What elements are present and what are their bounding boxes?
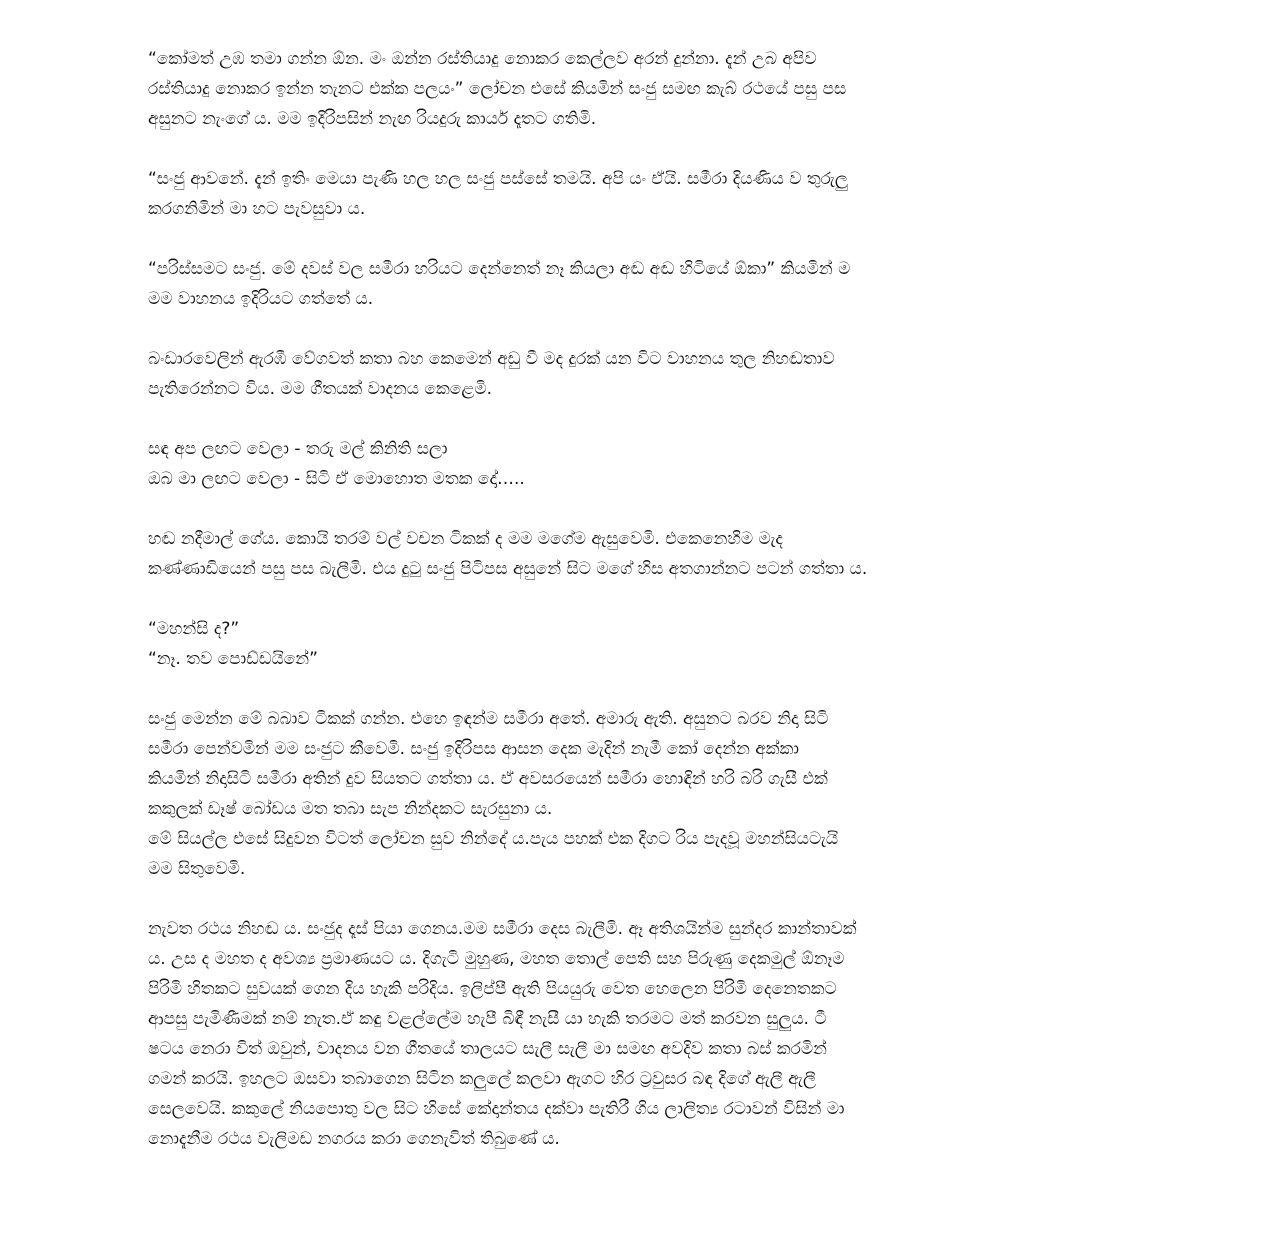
paragraph (148, 704, 1128, 884)
document-page (148, 44, 1128, 1184)
text-line: ආපසු පැමිණීමක් නම් නැත.ඒ කඳු වළල්ලේම හැපී බිඳී නැසී යා හැකි තරමට මත් කරවන සුලුය. ටී (148, 1009, 827, 1029)
text-line: පිරිමි හිතකට සුවයක් ගෙන දිය හැකි පරිදිය. ඉලිප්පී ඇති පියයුරු වෙත හෙලෙන පිරිමි දෙනෙතකට (148, 979, 837, 999)
text-line: පැතිරෙන්නට විය. මම ගීතයක් වාදනය කෙළෙමි. (148, 379, 492, 399)
text-line: අසුනට නැංගේ ය. මම ඉදිරිපසින් නැඟ රියදුරු කාර්ය දෑතට ගතිමි. (148, 109, 597, 129)
text-line: මම සිතුවෙමි. (148, 859, 246, 879)
text-line: රස්තියාදු නොකර ඉන්න තැනට එක්ක පලයං” ලෝචන එසේ කියමින් සංජු සමඟ කැබ් රථයේ පසු පස (148, 79, 847, 99)
lyric-line: සඳ අප ලඟට වෙලා - තරු මල් කිනිති සලා (148, 439, 448, 459)
text-line: කකුලක් ඩෑෂ් බෝඩය මත තබා සැප නින්දකට සැරසුනා ය. (148, 799, 553, 819)
paragraph (148, 524, 1128, 584)
text-line: ය. උස ද මහත ද අවශ්‍ය ප්‍රමාණයට ය. දිගැටි මුහුණ, මහත තොල් පෙති සහ පිරුණු දෙකමුල් ඕනෑම (148, 949, 845, 969)
text-line: කණ්ණාඩියෙන් පසු පස බැලීමි. එය දුටු සංජු පිටිපස අසුනේ සිට මගේ හිස අතගාන්නට පටන් ගත්තා ය. (148, 559, 868, 579)
lyric-line: ඔබ මා ලඟට වෙලා - සිටි ඒ මොහොත මතක දෝ….. (148, 469, 525, 489)
text-line: “පරිස්සමට සංජු. මේ දවස් වල සමීරා හරියට දෙන්නෙත් නෑ කියලා අඬ අඬ හිටියේ ඕකා” කියමින් ම (148, 259, 851, 279)
paragraph (148, 254, 1128, 314)
text-line: නොදැනීම රථය වැලිමඩ නගරය කරා ගෙනැවිත් තිබුණේ ය. (148, 1129, 560, 1149)
text-line: කරගනිමින් මා හට පැවසුවා ය. (148, 199, 366, 219)
text-line: මේ සියල්ල එසේ සිදුවන විටත් ලෝචන සුව නින්දේ ය.පැය පහක් එක දිගට රිය පැදවූ මහන්සියටැයි (148, 829, 839, 849)
text-line: ගමන් කරයි. ඉහලට ඔසවා තබාගෙන සිටින කලුලේ කලවා ඇගට හිර ට්‍රවුසර බඳ දිගේ ඇලී ඇලී (148, 1069, 816, 1089)
text-line: “සංජු ආවනේ. දැන් ඉතිං මෙයා පැණි හල හල සංජු පස්සේ තමයි. අපි යං ඒයි. සමීරා දියණිය ව තුරුලු (148, 169, 848, 189)
text-line: බංඩාරවෙලින් ඇරඹී වේගවත් කතා බහ කෙමෙන් අඩු වී මද දුරක් යන විට වාහනය තුල නිහඬතාව (148, 349, 835, 369)
text-line: ෂටය නෙරා විත් ඔවුන්, වාදනය වන ගීතයේ තාලයට සැලී සැලී මා සමඟ අවදිව කතා බස් කරමින් (148, 1039, 827, 1059)
text-line: “කෝමත් උඹ තමා ගන්න ඕන. මං ඔන්න රස්තියාදු නොකර කෙල්ලව අරන් දුන්නා. දැන් උබ අපිව (148, 49, 817, 69)
text-line: සෙලවෙයි. කකුලේ නියපොතු වල සිට හිසේ කේදාන්තය දක්වා පැතිරී ගිය ලාලිත්‍ය රටාවන් විසින් මා (148, 1099, 845, 1119)
dialogue-line: “නෑ. තව පොඩ්ඩයිනේ” (148, 649, 318, 669)
text-line: මම වාහනය ඉදිරියට ගත්තේ ය. (148, 289, 374, 309)
paragraph (148, 44, 1128, 134)
text-line: නැවත රථය නිහඬ ය. සංජුද දෑස් පියා ගෙනය.මම සමීරා දෙස බැලීමි. ඈ අතිශයින්ම සුන්දර කාන්තාවක් (148, 919, 857, 939)
dialogue (148, 614, 1128, 674)
paragraph (148, 344, 1128, 404)
text-line: සංජු මෙන්න මේ බබාව ටිකක් ගන්න. එහෙ ඉඳන්ම සමීරා අතේ. අමාරු ඇති. අසුනට බරව නිදා සිටි (148, 709, 829, 729)
paragraph (148, 164, 1128, 224)
text-line: කියමින් නිදාසිටි සමීරා අතින් දුව සියතට ගත්තා ය. ඒ අවසරයෙන් සමීරා හොඳින් හරි බරි ගැසී එක් (148, 769, 828, 789)
song-lyrics (148, 434, 1128, 494)
dialogue-line: “මහන්සි ද?” (148, 619, 240, 639)
text-line: සමීරා පෙන්වමින් මම සංජුට කීවෙමි. සංජු ඉදිරිපස ආසන දෙක මැදින් නැමී කෝ දෙන්න අක්කා (148, 739, 799, 759)
text-line: හඬ නදීමාල් ගේය. කොයි තරම් වල් වචන ටිකක් ද මම මගේම ඇසුවෙමි. එකෙනෙහිම මැද (148, 529, 783, 549)
paragraph (148, 914, 1128, 1154)
